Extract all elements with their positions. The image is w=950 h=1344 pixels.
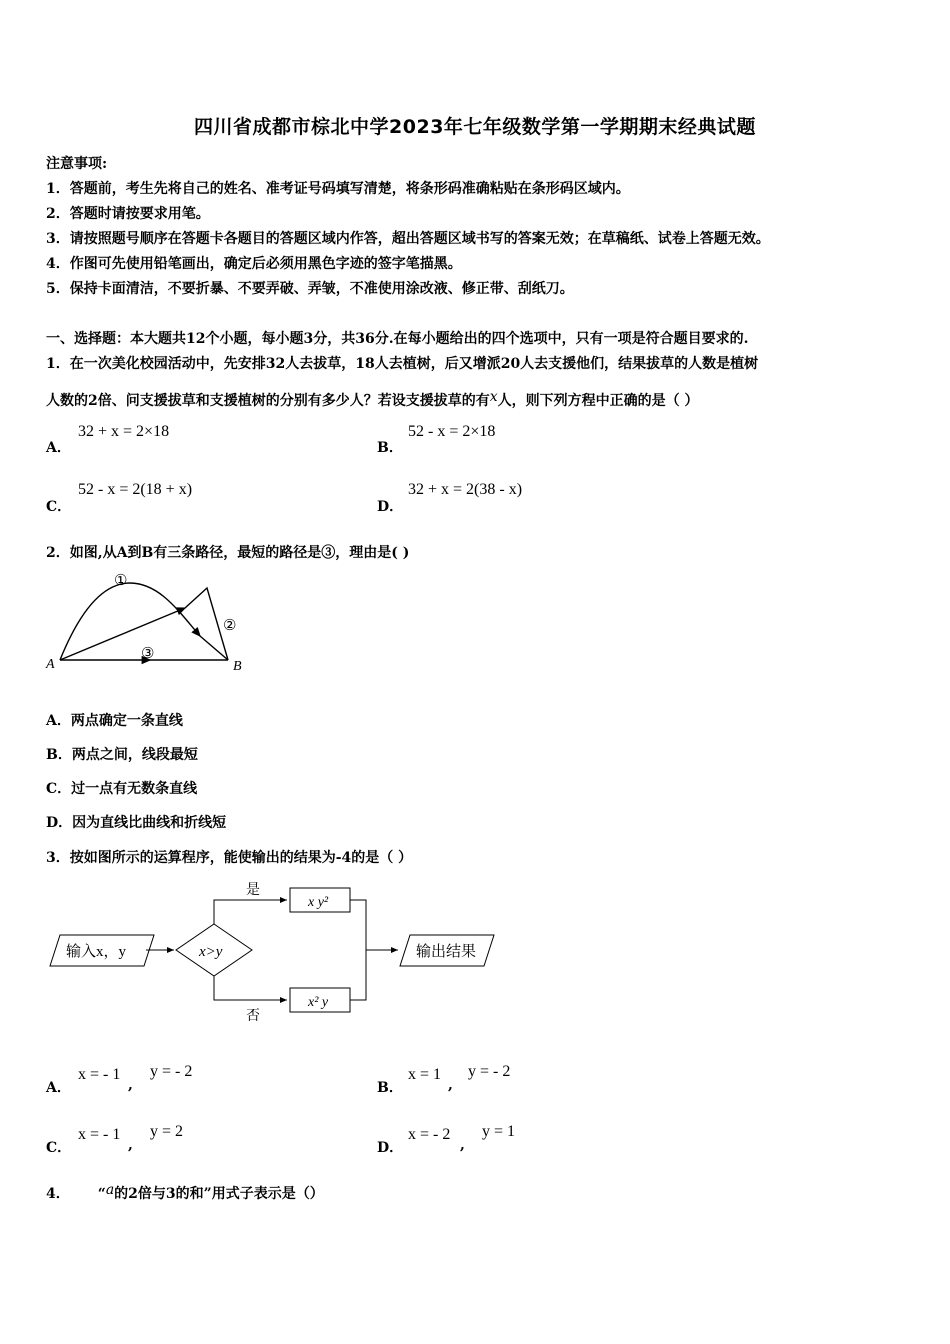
q3-option-c-y: y = 2 xyxy=(150,1123,184,1140)
q1-option-b-letter[interactable]: B． xyxy=(377,440,403,456)
notice-item-2: 2．答题时请按要求用笔。 xyxy=(46,206,210,222)
label-a: A xyxy=(46,657,55,672)
q1-line1: 1．在一次美化校园活动中，先安排32人去拔草，18人去植树，后又增派20人去支援他们，结果拔草的人数是植树 xyxy=(46,356,759,372)
q4-stem xyxy=(46,1183,324,1203)
q3-option-b-letter[interactable]: B． xyxy=(377,1080,403,1096)
flow-yes-label: 是 xyxy=(246,883,260,898)
q3-option-d-letter[interactable]: D． xyxy=(377,1140,404,1156)
path-2-segment-2 xyxy=(185,588,228,660)
q3-option-a-letter[interactable]: A． xyxy=(46,1080,71,1096)
q4-var: a xyxy=(105,1182,115,1198)
q3-option-b-y: y = - 2 xyxy=(468,1063,511,1080)
q3-option-d-comma: , xyxy=(460,1137,465,1153)
q4-rest: 的2倍与3的和”用式子表示是（） xyxy=(114,1186,324,1202)
flow-input-label: 输入x，y xyxy=(66,944,127,960)
notice-item-5: 5．保持卡面清洁，不要折暴、不要弄破、弄皱，不准使用涂改液、修正带、刮纸刀。 xyxy=(46,281,574,297)
q2-option-c[interactable]: C．过一点有无数条直线 xyxy=(46,781,198,797)
q3-option-d-x: x = - 2 xyxy=(408,1126,451,1143)
page-title: 四川省成都市棕北中学2023年七年级数学第一学期期末经典试题 xyxy=(194,116,756,138)
flow-no-arrow xyxy=(214,976,287,1000)
q3-option-a-y: y = - 2 xyxy=(150,1063,193,1080)
notice-heading: 注意事项: xyxy=(46,156,108,172)
q3-option-a-x: x = - 1 xyxy=(78,1066,121,1083)
flow-bottom-label: x² y xyxy=(308,995,329,1010)
q3-option-c-comma: , xyxy=(128,1137,133,1153)
notice-item-3: 3．请按照题号顺序在答题卡各题目的答题区域内作答，超出答题区域书写的答案无效；在草稿纸、试卷上答题无效。 xyxy=(46,231,770,247)
q1-line2a: 人数的2倍、问支援拔草和支援植树的分别有多少人？若设支援拔草的有 xyxy=(46,393,490,409)
path-2-segment-1 xyxy=(60,608,185,660)
q4-num: 4． xyxy=(46,1186,70,1202)
label-b: B xyxy=(233,659,242,674)
q3-option-b-x: x = 1 xyxy=(408,1066,442,1083)
flow-merge-line xyxy=(350,900,366,1000)
q3-option-c-x: x = - 1 xyxy=(78,1126,121,1143)
q3-flowchart xyxy=(46,872,506,1032)
flow-output-label: 输出结果 xyxy=(416,944,477,960)
q1-option-c-expr: 52 - x = 2(18 + x) xyxy=(78,481,193,498)
label-path-3: ③ xyxy=(141,646,155,662)
q1-option-d-expr: 32 + x = 2(38 - x) xyxy=(408,481,523,498)
q2-stem: 2．如图,从A到B有三条路径，最短的路径是③，理由是( ) xyxy=(46,545,410,561)
q2-option-a[interactable]: A．两点确定一条直线 xyxy=(46,713,183,729)
path-1-curve xyxy=(60,583,200,660)
q1-option-a-expr: 32 + x = 2×18 xyxy=(78,423,170,440)
q1-var: x xyxy=(489,389,498,405)
q2-option-b[interactable]: B．两点之间，线段最短 xyxy=(46,747,198,763)
q1-line2b: 人，则下列方程中正确的是（ ） xyxy=(497,393,699,409)
q3-option-c-letter[interactable]: C． xyxy=(46,1140,72,1156)
flow-top-label: x y² xyxy=(308,895,329,910)
q3-option-b-comma: , xyxy=(448,1077,453,1093)
notice-item-1: 1．答题前，考生先将自己的姓名、准考证号码填写清楚，将条形码准确粘贴在条形码区域内。 xyxy=(46,181,630,197)
q1-option-a-letter[interactable]: A． xyxy=(46,440,71,456)
q1-option-c-letter[interactable]: C． xyxy=(46,499,72,515)
q3-stem: 3．按如图所示的运算程序，能使输出的结果为-4的是（ ） xyxy=(46,850,413,866)
notice-item-4: 4．作图可先使用铅笔画出，确定后必须用黑色字迹的签字笔描黑。 xyxy=(46,256,462,272)
q4-open-quote: “ xyxy=(97,1186,106,1202)
q1-line2 xyxy=(46,390,699,410)
q1-option-d-letter[interactable]: D． xyxy=(377,499,404,515)
q1-option-b-expr: 52 - x = 2×18 xyxy=(408,423,496,440)
flow-yes-arrow xyxy=(214,900,287,924)
flow-no-label: 否 xyxy=(246,1009,260,1024)
label-path-1: ① xyxy=(114,573,128,589)
section-heading: 一、选择题：本大题共12个小题，每小题3分，共36分.在每小题给出的四个选项中，只有一项是符合题目要求的. xyxy=(46,331,749,347)
q3-option-d-y: y = 1 xyxy=(482,1123,516,1140)
flow-cond-label: x>y xyxy=(199,944,223,960)
q2-option-d[interactable]: D．因为直线比曲线和折线短 xyxy=(46,815,227,831)
q2-path-figure xyxy=(40,568,260,678)
label-path-2: ② xyxy=(223,618,237,634)
q3-option-a-comma: , xyxy=(128,1077,133,1093)
